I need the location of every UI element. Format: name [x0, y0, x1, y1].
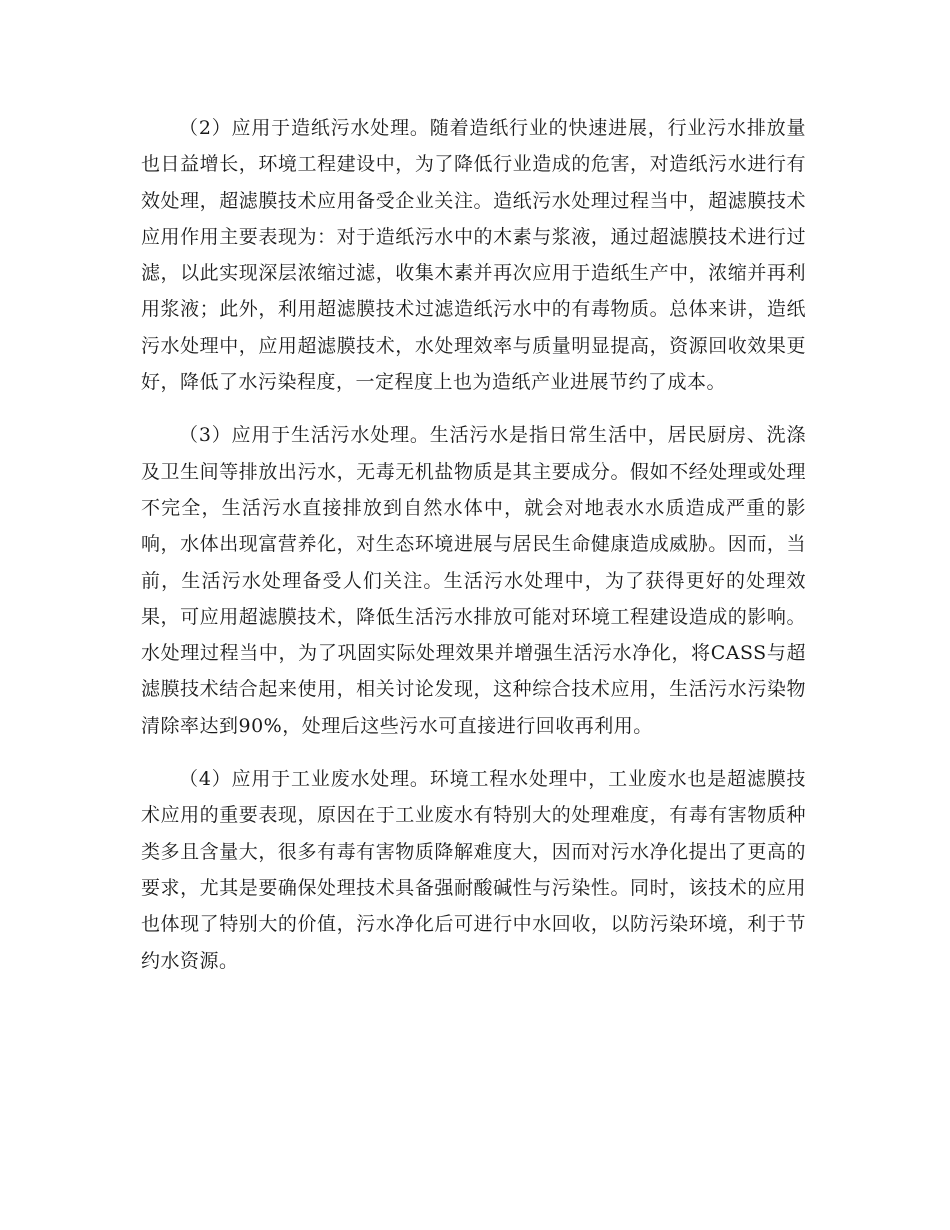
paragraph-papermaking-wastewater: （2）应用于造纸污水处理。随着造纸行业的快速进展，行业污水排放量也日益增长，环境工程建设中，为了降低行业造成的危害，对造纸污水进行有效处理，超滤膜技术应用备受企业关注。造纸污水处理过程当中，超滤膜技术应用作用主要表现为：对于造纸污水中的木素与浆液，通过超滤膜技术进行过滤，以此实现深层浓缩过滤，收集木素并再次应用于造纸生产中，浓缩并再利用浆液；此外，利用超滤膜技术过滤造纸污水中的有毒物质。总体来讲，造纸污水处理中，应用超滤膜技术，水处理效率与质量明显提高，资源回收效果更好，降低了水污染程度，一定程度上也为造纸产业进展节约了成本。 [141, 117, 806, 394]
paragraph-domestic-sewage: （3）应用于生活污水处理。生活污水是指日常生活中，居民厨房、洗涤及卫生间等排放出污水，无毒无机盐物质是其主要成分。假如不经处理或处理不完全，生活污水直接排放到自然水体中，就会对地表水水质造成严重的影响，水体出现富营养化，对生态环境进展与居民生命健康造成威胁。因而，当前，生活污水处理备受人们关注。生活污水处理中，为了获得更好的处理效果，可应用超滤膜技术，降低生活污水排放可能对环境工程建设造成的影响。水处理过程当中，为了巩固实际处理效果并增强生活污水净化，将CASS与超滤膜技术结合起来使用，相关讨论发现，这种综合技术应用，生活污水污染物清除率达到90%，处理后这些污水可直接进行回收再利用。 [141, 424, 806, 737]
document-body [141, 110, 806, 996]
paragraph-industrial-wastewater: （4）应用于工业废水处理。环境工程水处理中，工业废水也是超滤膜技术应用的重要表现，原因在于工业废水有特别大的处理难度，有毒有害物质种类多且含量大，很多有毒有害物质降解难度大，因而对污水净化提出了更高的要求，尤其是要确保处理技术具备强耐酸碱性与污染性。同时，该技术的应用也体现了特别大的价值，污水净化后可进行中水回收，以防污染环境，利于节约水资源。 [141, 768, 806, 972]
